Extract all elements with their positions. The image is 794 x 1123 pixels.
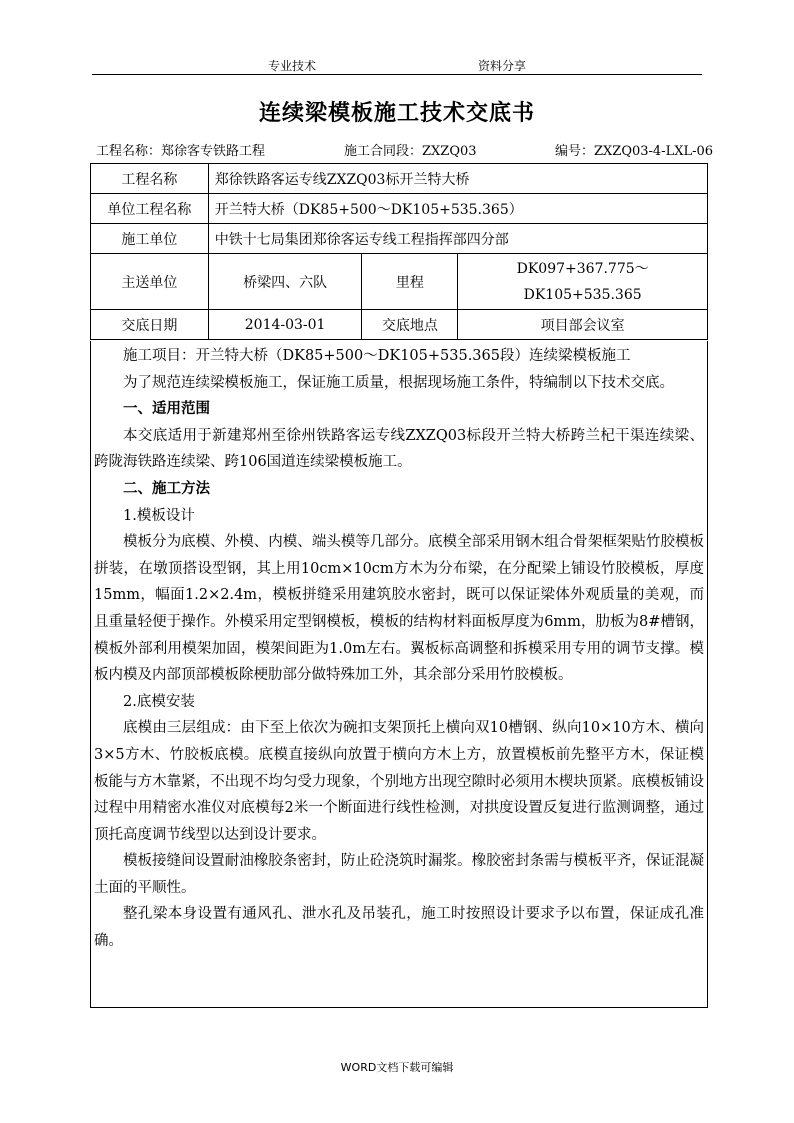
subsection-formwork-design: 1.模板设计 <box>123 507 195 524</box>
unit-project-value: 开兰特大桥（DK85+500～DK105+535.365） <box>208 194 707 224</box>
content-body <box>94 343 704 955</box>
project-name-label: 工程名称 <box>91 164 209 194</box>
mileage-value <box>458 254 708 310</box>
scope-paragraph: 本交底适用于新建郑州至徐州铁路客运专线ZXZQ03标段开兰特大桥跨兰杞干渠连续梁、跨陇海铁路连续梁、跨106国道连续梁模板施工。 <box>94 427 704 471</box>
section-heading-method: 二、施工方法 <box>123 479 210 497</box>
table-row <box>91 310 708 340</box>
construction-unit-label: 施工单位 <box>91 224 209 254</box>
footer-text: WORD文档下载可编辑 <box>340 1061 454 1074</box>
main-unit-label: 主送单位 <box>91 254 209 310</box>
document-number: 编号：ZXZQ03-4-LXL-06 <box>555 144 714 159</box>
formwork-design-paragraph: 模板分为底模、外模、内模、端头模等几部分。底模全部采用钢木组合骨架框架贴竹胶模板拼装，在墩顶搭设型钢，其上用10cm×10cm方木为分布梁，在分配梁上铺设竹胶模板，厚度15mm，幅面1.2×2.4m，模板拼缝采用建筑胶水密封，既可以保证梁体外观质量的美观，而且重量轻便于操作。外模采用定型钢模板，模板的结构材料面板厚度为6mm，肋板为8#槽钢，模板外部利用模架加固，模架间距为1.0m左右。翼板标高调整和拆模采用专用的调节支撑。模板内模及内部顶部模板除梗肋部分做特殊加工外，其余部分采用竹胶模板。 <box>94 534 704 684</box>
mileage-label: 里程 <box>362 254 458 310</box>
location-value: 项目部会议室 <box>458 310 708 340</box>
header-right-text: 资料分享 <box>478 59 527 73</box>
table-row <box>91 224 708 254</box>
mileage-line-2: DK105+535.365 <box>523 286 642 303</box>
main-unit-value: 桥梁四、六队 <box>208 254 362 310</box>
subsection-bottom-formwork: 2.底模安装 <box>123 693 195 710</box>
mileage-line-1: DK097+367.775～ <box>516 260 649 277</box>
header-left-text: 专业技术 <box>268 59 317 73</box>
project-info: 工程名称：郑徐客专铁路工程 <box>96 144 266 159</box>
location-label: 交底地点 <box>362 310 458 340</box>
construction-unit-value: 中铁十七局集团郑徐客运专线工程指挥部四分部 <box>208 224 707 254</box>
seal-paragraph: 模板接缝间设置耐油橡胶条密封，防止砼浇筑时漏浆。橡胶密封条需与模板平齐，保证混凝土面的平顺性。 <box>94 853 704 896</box>
project-paragraph: 施工项目：开兰特大桥（DK85+500～DK105+535.365段）连续梁模板施工 <box>123 348 631 364</box>
table-row <box>91 164 708 194</box>
bottom-formwork-paragraph: 底模由三层组成：由下至上依次为碗扣支架顶托上横向双10槽钢、纵向10×10方木、横向3×5方木、竹胶板底模。底模直接纵向放置于横向方木上方，放置模板前先整平方木，保证模板能与方木靠紧，不出现不均匀受力现象，个别地方出现空隙时必须用木楔块顶紧。底模板铺设过程中用精密水准仪对底模每2米一个断面进行线性检测，对拱度设置反复进行监测调整，通过顶托高度调节线型以达到设计要求。 <box>94 720 704 843</box>
document-title: 连续梁模板施工技术交底书 <box>258 100 535 126</box>
purpose-paragraph: 为了规范连续梁模板施工，保证施工质量，根据现场施工条件，特编制以下技术交底。 <box>123 374 674 391</box>
info-table <box>90 163 708 340</box>
table-row <box>91 194 708 224</box>
section-heading-scope: 一、适用范围 <box>123 400 210 418</box>
holes-paragraph: 整孔梁本身设置有通风孔、泄水孔及吊装孔，施工时按照设计要求予以布置，保证成孔准确。 <box>94 906 704 950</box>
date-value: 2014-03-01 <box>208 310 362 340</box>
unit-project-label: 单位工程名称 <box>91 194 209 224</box>
table-row <box>91 254 708 310</box>
date-label: 交底日期 <box>91 310 209 340</box>
contract-info: 施工合同段：ZXZQ03 <box>344 144 477 159</box>
project-name-value: 郑徐铁路客运专线ZXZQ03标开兰特大桥 <box>208 164 707 194</box>
header-divider <box>92 74 702 75</box>
